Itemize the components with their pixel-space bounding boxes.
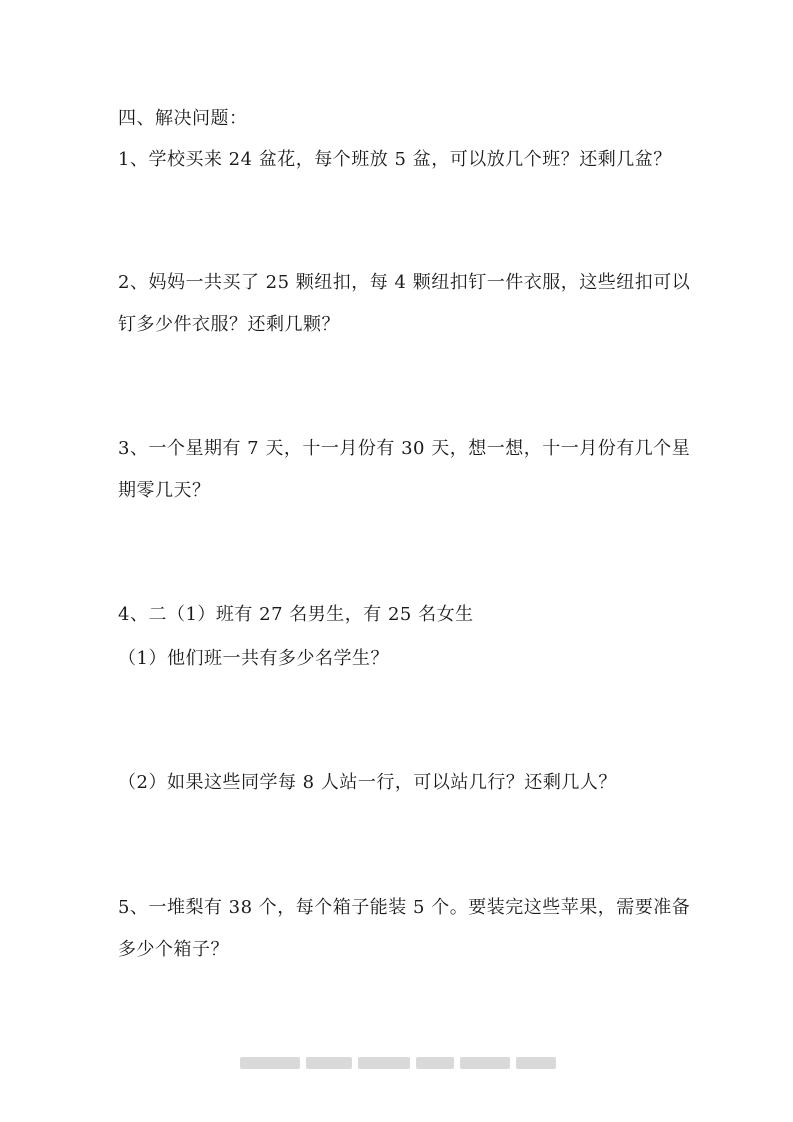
footer-blur-segment [240, 1057, 300, 1069]
footer-blur-segment [460, 1057, 510, 1069]
footer-blur-segment [416, 1057, 454, 1069]
problem-3-line-1: 3、一个星期有 7 天，十一月份有 30 天，想一想，十一月份有几个星 [118, 438, 691, 459]
problem-2-line-2: 钉多少件衣服？还剩几颗？ [118, 314, 340, 335]
footer-blur-segment [358, 1057, 410, 1069]
problem-4-sub-2: （2）如果这些同学每 8 人站一行，可以站几行？还剩几人？ [118, 772, 617, 793]
problem-1-line-1: 1、学校买来 24 盆花，每个班放 5 盆，可以放几个班？还剩几盆？ [118, 149, 672, 170]
blurred-footer-watermark [240, 1056, 556, 1070]
problem-5-line-1: 5、一堆梨有 38 个，每个箱子能装 5 个。要装完这些苹果，需要准备 [118, 897, 691, 918]
problem-4-sub-1: （1）他们班一共有多少名学生？ [118, 648, 389, 669]
section-heading: 四、解决问题： [118, 108, 248, 129]
footer-blur-segment [516, 1057, 556, 1069]
problem-3-line-2: 期零几天？ [118, 480, 211, 501]
problem-5-line-2: 多少个箱子？ [118, 939, 229, 960]
problem-2-line-1: 2、妈妈一共买了 25 颗纽扣，每 4 颗纽扣钉一件衣服，这些纽扣可以 [118, 272, 691, 293]
problem-4-line-1: 4、二（1）班有 27 名男生，有 25 名女生 [118, 604, 474, 625]
footer-blur-segment [306, 1057, 352, 1069]
